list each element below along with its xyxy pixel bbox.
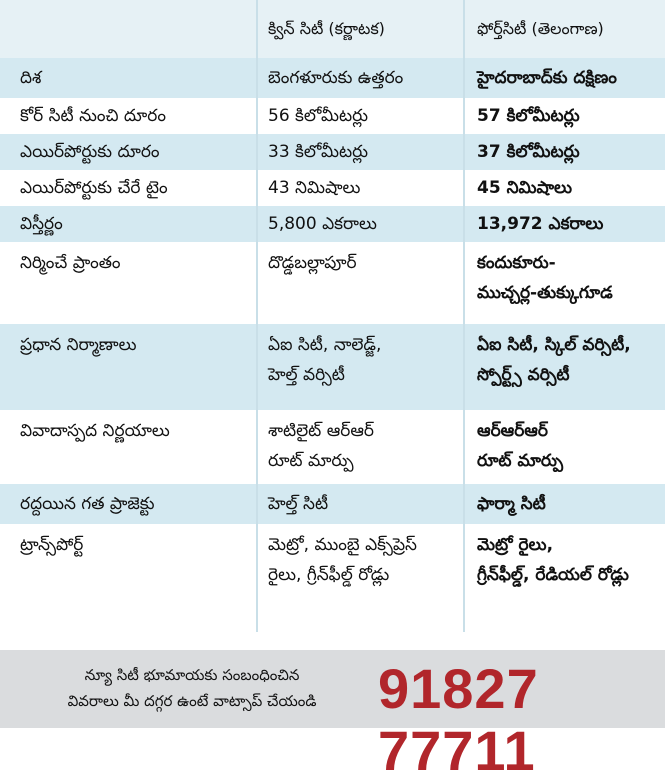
queen-city-value-line: 5,800 ఎకరాలు [268, 214, 377, 234]
queen-city-value-line: ఏఐ సిటీ, నాలెడ్జ్, [268, 335, 382, 355]
fourth-city-value-line: ముచ్చర్ల-తుక్కుగూడ [477, 283, 613, 303]
fourth-city-value-line: 45 నిమిషాలు [477, 178, 572, 198]
table-row [0, 206, 665, 242]
queen-city-value-line: మెట్రో, ముంబై ఎక్స్‌ప్రెస్ [268, 535, 417, 555]
queen-city-value [257, 242, 464, 324]
queen-city-value-line: రైలు, గ్రీన్‌ఫీల్డ్ రోడ్లు [268, 565, 390, 585]
queen-city-value-line: దొడ్డబల్లాపూర్ [268, 253, 357, 273]
fourth-city-value [464, 410, 665, 484]
queen-city-value [257, 410, 464, 484]
table-row [0, 410, 665, 484]
fourth-city-value [464, 206, 665, 242]
queen-city-value-line: శాటిలైట్ ఆర్ఆర్ [268, 421, 374, 441]
table-header-row [0, 0, 665, 58]
fourth-city-value-line: కందుకూరు- [477, 253, 556, 273]
queen-city-value [257, 484, 464, 524]
table-row [0, 242, 665, 324]
row-label: కోర్ సిటీ నుంచి దూరం [0, 98, 257, 134]
table-row [0, 58, 665, 98]
footer-message [12, 662, 372, 714]
queen-city-value-line: 56 కిలోమీటర్లు [268, 106, 369, 126]
table-row [0, 98, 665, 134]
queen-city-value [257, 524, 464, 632]
fourth-city-value [464, 98, 665, 134]
row-label: ప్రధాన నిర్మాణాలు [0, 324, 257, 410]
footer-message-line2: వివరాలు మీ దగ్గర ఉంటే వాట్సాప్ చేయండి [67, 692, 317, 710]
queen-city-value [257, 58, 464, 98]
fourth-city-value-line: 37 కిలోమీటర్లు [477, 142, 580, 162]
fourth-city-value [464, 58, 665, 98]
queen-city-value [257, 170, 464, 206]
fourth-city-value-line: స్పోర్ట్స్ వర్సిటీ [477, 365, 570, 385]
queen-city-value-line: హెల్త్ సిటీ [268, 494, 329, 514]
fourth-city-value [464, 324, 665, 410]
queen-city-value [257, 324, 464, 410]
row-label: దిశ [0, 58, 257, 98]
fourth-city-value [464, 242, 665, 324]
row-label: రద్దయిన గత ప్రాజెక్టు [0, 484, 257, 524]
queen-city-value [257, 98, 464, 134]
queen-city-value-line: రూట్ మార్పు [268, 451, 354, 471]
queen-city-value-line: బెంగళూరుకు ఉత్తరం [268, 68, 404, 88]
header-col-fourth-city: ఫోర్త్‌సిటీ (తెలంగాణ) [464, 0, 665, 58]
row-label: విస్తీర్ణం [0, 206, 257, 242]
header-col-label [0, 0, 257, 58]
footer-message-line1: న్యూ సిటీ భూమాయకు సంబంధించిన [84, 666, 300, 684]
fourth-city-value [464, 170, 665, 206]
fourth-city-value [464, 484, 665, 524]
fourth-city-value-line: మెట్రో రైలు, [477, 535, 554, 555]
header-col-queen-city: క్విన్ సిటీ (కర్ణాటక) [257, 0, 464, 58]
table-row [0, 524, 665, 632]
table-row [0, 484, 665, 524]
fourth-city-value-line: రూట్ మార్పు [477, 451, 564, 471]
table-row [0, 134, 665, 170]
fourth-city-value-line: ఫార్మా సిటీ [477, 494, 546, 514]
fourth-city-value-line: 13,972 ఎకరాలు [477, 214, 604, 234]
queen-city-value-line: 43 నిమిషాలు [268, 178, 361, 198]
queen-city-value-line: 33 కిలోమీటర్లు [268, 142, 369, 162]
fourth-city-value-line: హైదరాబాద్‌కు దక్షిణం [477, 68, 617, 88]
row-label: ట్రాన్స్‌పోర్ట్ [0, 524, 257, 632]
queen-city-value [257, 206, 464, 242]
row-label: నిర్మించే ప్రాంతం [0, 242, 257, 324]
fourth-city-value [464, 134, 665, 170]
row-label: ఎయిర్‌పోర్టుకు దూరం [0, 134, 257, 170]
row-label: ఎయిర్‌పోర్టుకు చేరే టైం [0, 170, 257, 206]
table-row [0, 324, 665, 410]
fourth-city-value-line: ఏఐ సిటీ, స్కిల్ వర్సిటీ, [477, 335, 631, 355]
whatsapp-footer-banner [0, 650, 665, 782]
fourth-city-value-line: గ్రీన్‌ఫీల్డ్, రేడియల్ రోడ్లు [477, 565, 629, 585]
whatsapp-phone-number[interactable]: 91827 77711 [378, 657, 539, 782]
table-row [0, 170, 665, 206]
row-label: వివాదాస్పద నిర్ణయాలు [0, 410, 257, 484]
fourth-city-value [464, 524, 665, 632]
queen-city-value-line: హెల్త్ వర్సిటీ [268, 365, 345, 385]
queen-city-value [257, 134, 464, 170]
fourth-city-value-line: 57 కిలోమీటర్లు [477, 106, 580, 126]
fourth-city-value-line: ఆర్ఆర్ఆర్ [477, 421, 548, 441]
